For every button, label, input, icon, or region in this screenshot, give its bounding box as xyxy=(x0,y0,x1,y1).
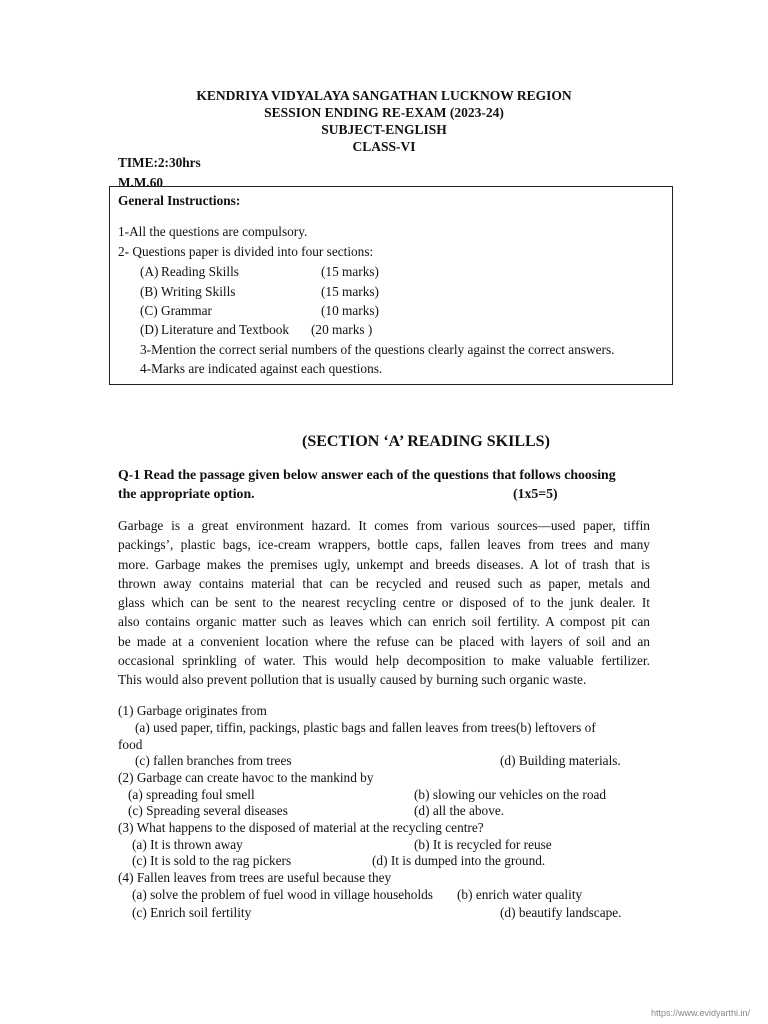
section-marks: (15 marks) xyxy=(321,264,379,279)
section-marks: (15 marks) xyxy=(321,284,379,299)
section-marks: (20 marks ) xyxy=(311,322,373,337)
question-option: (b) slowing our vehicles on the road xyxy=(414,787,607,802)
section-name: Writing Skills xyxy=(161,284,236,299)
question-option: food xyxy=(118,737,143,752)
question-option: (b) It is recycled for reuse xyxy=(414,837,552,852)
passage-line: packings’, plastic bags, ice-cream wrappers, bottle caps, fallen leaves from trees and many xyxy=(118,537,650,553)
passage-line: Garbage is a great environment hazard. It comes from various sources—used paper, tiffin xyxy=(118,518,650,533)
passage-line: be made at a convenient location where the refuse can be placed with layers of soil and an xyxy=(118,633,650,649)
question-option: (b) enrich water quality xyxy=(457,887,583,902)
section-letter: (D) xyxy=(140,322,159,337)
subject-title: SUBJECT-ENGLISH xyxy=(321,122,447,137)
section-letter: (B) xyxy=(140,284,158,299)
question-option: (a) solve the problem of fuel wood in village households xyxy=(132,887,433,902)
max-marks: M.M.60 xyxy=(118,175,164,190)
question-option: (a) used paper, tiffin, packings, plastic bags and fallen leaves from trees(b) leftovers of xyxy=(135,720,596,735)
passage-line: more. Garbage makes the premises ugly, unkempt and breeds diseases. A lot of trash that is xyxy=(118,556,650,572)
passage-line: thrown away contains material that can be recycled and reused such as paper, metals and xyxy=(118,575,650,591)
instruction-item: 1-All the questions are compulsory. xyxy=(118,224,308,239)
question-stem: (1) Garbage originates from xyxy=(118,703,267,718)
section-name: Grammar xyxy=(161,303,212,318)
question-instruction: Q-1 Read the passage given below answer each of the questions that follows choosing xyxy=(118,467,616,482)
instruction-note: 3-Mention the correct serial numbers of the questions clearly against the correct answers. xyxy=(140,342,615,357)
section-heading: (SECTION ‘A’ READING SKILLS) xyxy=(302,433,550,450)
class-title: CLASS-VI xyxy=(352,139,416,154)
school-title: KENDRIYA VIDYALAYA SANGATHAN LUCKNOW REGION xyxy=(196,88,572,103)
question-option: (c) fallen branches from trees xyxy=(135,753,292,768)
question-stem: (2) Garbage can create havoc to the mankind by xyxy=(118,770,374,785)
exam-title: SESSION ENDING RE-EXAM (2023-24) xyxy=(264,105,504,120)
question-option: (d) Building materials. xyxy=(500,753,621,768)
section-name: Literature and Textbook xyxy=(161,322,290,337)
question-option: (c) It is sold to the rag pickers xyxy=(132,853,292,868)
question-option: (c) Spreading several diseases xyxy=(128,803,288,818)
question-stem: (4) Fallen leaves from trees are useful because they xyxy=(118,870,392,885)
question-option: (d) It is dumped into the ground. xyxy=(372,853,546,868)
section-letter: (C) xyxy=(140,303,158,318)
question-option: (c) Enrich soil fertility xyxy=(132,905,252,920)
passage-line: This would also prevent pollution that is usually caused by burning such organic waste. xyxy=(118,672,587,688)
question-stem: (3) What happens to the disposed of material at the recycling centre? xyxy=(118,820,484,835)
section-marks: (10 marks) xyxy=(321,303,379,318)
question-option: (d) all the above. xyxy=(414,803,505,818)
question-option: (a) spreading foul smell xyxy=(128,787,255,802)
instruction-note: 4-Marks are indicated against each questions. xyxy=(140,361,383,376)
passage-line: glass which can be sent to the nearest recycling centre or disposed of to the junk dealer. It xyxy=(118,595,650,611)
exam-time: TIME:2:30hrs xyxy=(118,155,201,170)
question-marks: (1x5=5) xyxy=(513,486,558,501)
watermark-url: https://www.evidyarthi.in/ xyxy=(651,1008,751,1018)
section-letter: (A) xyxy=(140,264,159,279)
passage-line: occasional sprinkling of water. This would help decomposition to make valuable fertilizer. xyxy=(118,653,650,669)
question-instruction: the appropriate option. xyxy=(118,486,255,501)
section-name: Reading Skills xyxy=(161,264,239,279)
question-option: (d) beautify landscape. xyxy=(500,905,622,920)
instructions-title: General Instructions: xyxy=(118,193,241,208)
reading-passage xyxy=(118,516,650,690)
question-option: (a) It is thrown away xyxy=(132,837,243,852)
passage-line: also contains organic matter such as leaves which can enrich soil fertility. A compost pit can xyxy=(118,614,650,630)
instruction-item: 2- Questions paper is divided into four sections: xyxy=(118,244,374,259)
